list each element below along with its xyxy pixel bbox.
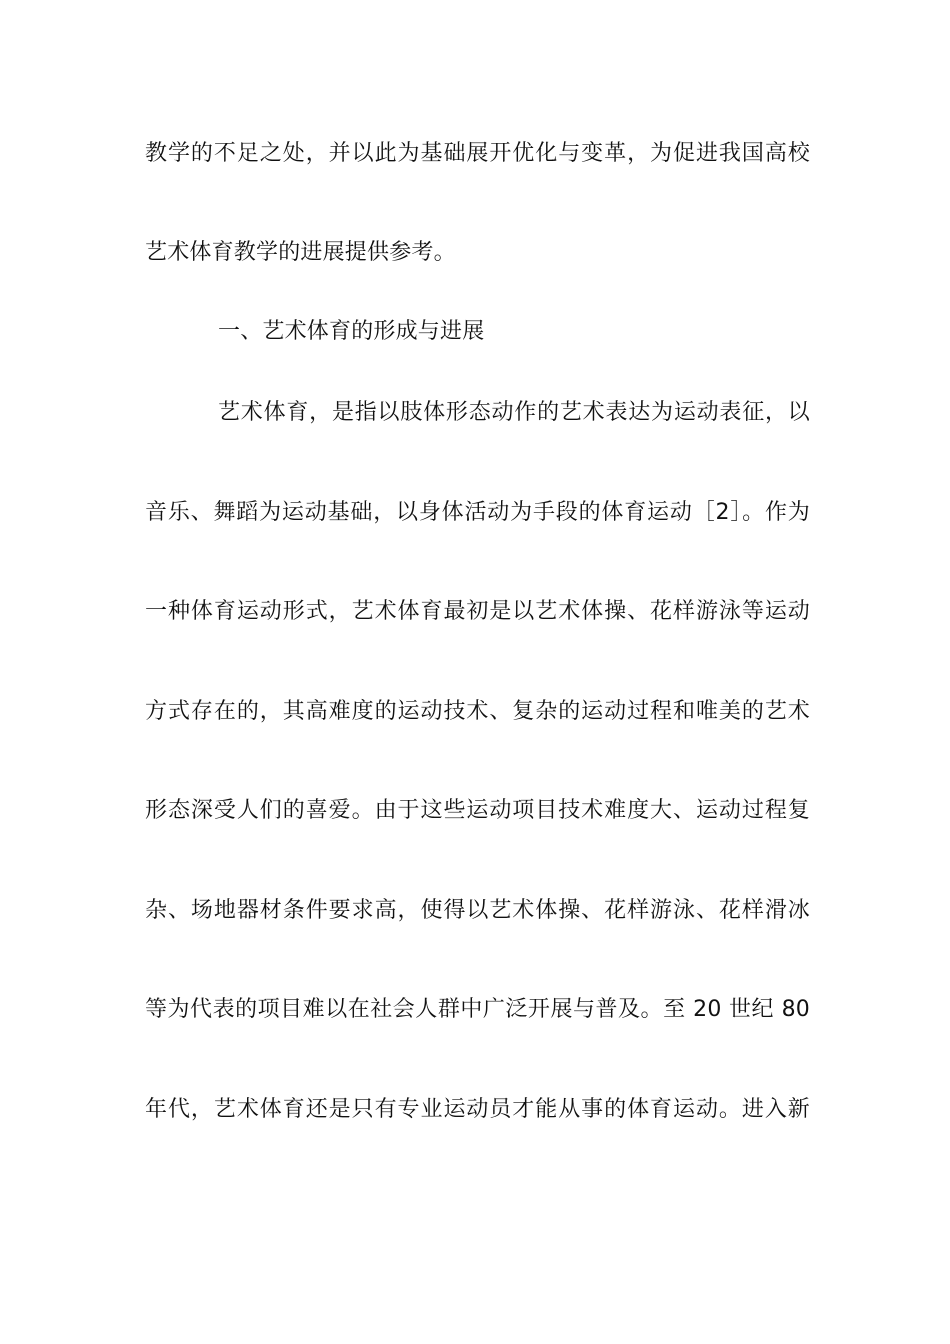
paragraph-line-5: 一种体育运动形式，艺术体育最初是以艺术体操、花样游泳等运动: [145, 599, 810, 624]
paragraph-line-9: 等为代表的项目难以在社会人群中广泛开展与普及。至 20 世纪 80: [145, 997, 810, 1022]
paragraph-line-10: 年代，艺术体育还是只有专业运动员才能从事的体育运动。进入新: [145, 1097, 810, 1122]
paragraph-line-2: 艺术体育教学的进展提供参考。: [145, 240, 456, 265]
paragraph-line-4: 音乐、舞蹈为运动基础，以身体活动为手段的体育运动［2］。作为: [145, 500, 810, 525]
paragraph-line-7: 形态深受人们的喜爱。由于这些运动项目技术难度大、运动过程复: [145, 798, 810, 823]
section-heading: 一、艺术体育的形成与进展: [218, 319, 485, 344]
paragraph-line-1: 教学的不足之处，并以此为基础展开优化与变革，为促进我国高校: [145, 141, 810, 166]
paragraph-line-8: 杂、场地器材条件要求高，使得以艺术体操、花样游泳、花样滑冰: [145, 898, 810, 923]
paragraph-line-3: 艺术体育，是指以肢体形态动作的艺术表达为运动表征，以: [218, 400, 810, 425]
paragraph-line-6: 方式存在的，其高难度的运动技术、复杂的运动过程和唯美的艺术: [145, 699, 810, 724]
